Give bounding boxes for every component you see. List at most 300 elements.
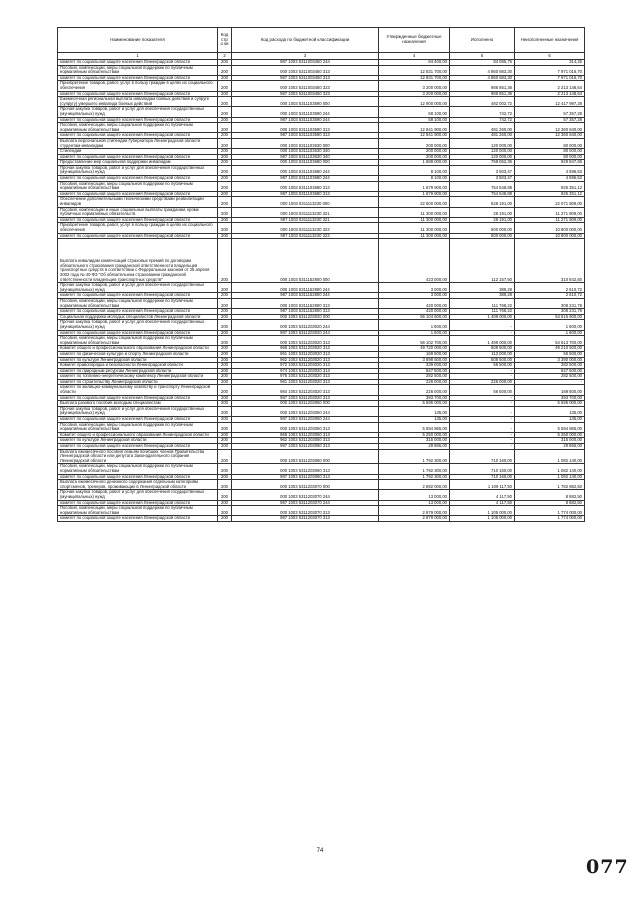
row-classification-cell: 000 1003 5311203070 244: [232, 490, 379, 500]
row-unexecuted-cell: 2 610,72: [515, 293, 585, 299]
row-classification-cell: 000 1003 5311103680 313: [232, 181, 379, 191]
row-unexecuted-cell: 12 417 997,28: [515, 97, 585, 107]
row-unexecuted-cell: 3 390 000,00: [515, 357, 585, 363]
row-code-cell: 200: [218, 395, 232, 401]
row-name-cell: комитет по природным ресурсам Ленинградской области: [58, 368, 218, 374]
row-approved-cell: 420 000,00: [379, 298, 450, 308]
table-row: [58, 233, 585, 239]
row-code-cell: 200: [218, 474, 232, 480]
row-name-cell: комитет по социальной защите населения Ленинградской области: [58, 117, 218, 123]
row-name-cell: комитет по социальной защите населения Ленинградской области: [58, 191, 218, 197]
row-classification-cell: 000 1003 5311203020 000: [232, 314, 379, 320]
table-row: [58, 97, 585, 107]
row-code-cell: 200: [218, 149, 232, 155]
row-executed-cell: 481 260,00: [450, 133, 515, 139]
row-approved-cell: 2 892 000,00: [379, 480, 450, 490]
table-row: [58, 107, 585, 117]
table-row: [58, 283, 585, 293]
table-row: [58, 123, 585, 133]
row-approved-cell: 1 600,00: [379, 330, 450, 336]
row-classification-cell: 987 1003 5311203060 313: [232, 474, 379, 480]
row-approved-cell: 12 831 700,00: [379, 75, 450, 81]
row-unexecuted-cell: 49 210 500,00: [515, 346, 585, 352]
row-classification-cell: 000 1003 5311103590 244: [232, 107, 379, 117]
row-code-cell: 200: [218, 346, 232, 352]
row-classification-cell: 000 1003 5311203020 244: [232, 320, 379, 330]
table-row: [58, 75, 585, 81]
row-unexecuted-cell: 57 357,28: [515, 107, 585, 117]
row-classification-cell: 000 1003 5311203020 313: [232, 336, 379, 346]
row-code-cell: 200: [218, 417, 232, 423]
row-unexecuted-cell: 5 594 865,00: [515, 422, 585, 432]
table-row: [58, 385, 585, 395]
row-code-cell: 200: [218, 336, 232, 346]
row-unexecuted-cell: 2 213 148,64: [515, 91, 585, 97]
row-code-cell: 200: [218, 464, 232, 474]
row-classification-cell: 987 1003 5311203050 244: [232, 417, 379, 423]
row-unexecuted-cell: 4 596,53: [515, 165, 585, 175]
row-executed-cell: -: [450, 422, 515, 432]
row-approved-cell: 226 000,00: [379, 379, 450, 385]
row-approved-cell: 420 000,00: [379, 309, 450, 315]
row-executed-cell: 742,72: [450, 107, 515, 117]
row-code-cell: 200: [218, 197, 232, 207]
row-code-cell: 200: [218, 357, 232, 363]
row-executed-cell: -: [450, 438, 515, 444]
row-unexecuted-cell: 10 800 000,00: [515, 223, 585, 233]
row-name-cell: Прочая закупка товаров, работ и услуг для обеспечения государственных (муниципальных) нужд: [58, 283, 218, 293]
row-approved-cell: 12 900 000,00: [379, 97, 450, 107]
row-code-cell: 200: [218, 374, 232, 380]
row-classification-cell: 000 1003 5311113230 323: [232, 223, 379, 233]
row-executed-cell: 4 860 683,30: [450, 75, 515, 81]
row-name-cell: Прочая закупка товаров, работ и услуг для обеспечения государственных (муниципальных) нужд: [58, 107, 218, 117]
row-unexecuted-cell: 1 082 140,00: [515, 464, 585, 474]
table-row: [58, 346, 585, 352]
row-code-cell: 200: [218, 293, 232, 299]
row-executed-cell: 28 191,00: [450, 217, 515, 223]
row-code-cell: 200: [218, 176, 232, 182]
row-code-cell: 200: [218, 406, 232, 416]
row-executed-cell: 986 851,36: [450, 91, 515, 97]
row-approved-cell: 135,00: [379, 417, 450, 423]
table-row: [58, 165, 585, 175]
row-classification-cell: 000 1003 5311152800 244: [232, 283, 379, 293]
table-row: [58, 464, 585, 474]
table-row: [58, 191, 585, 197]
row-approved-cell: 12 841 900,00: [379, 123, 450, 133]
row-name-cell: комитет по социальной защите населения Ленинградской области: [58, 176, 218, 182]
row-name-cell: комитет по социальной защите населения Ленинградской области: [58, 395, 218, 401]
row-approved-cell: 56 104 600,00: [379, 314, 450, 320]
row-code-cell: 200: [218, 432, 232, 438]
table-row: [58, 154, 585, 160]
row-name-cell: Выплата ежемесячного денежного содержания отдельным категориям спортсменов, тренеров, проживающих в Ленинградской области: [58, 480, 218, 490]
row-classification-cell: 000 1003 5311203070 313: [232, 506, 379, 516]
row-name-cell: Пособия, компенсации, меры социальной поддержки по публичным нормативным обязательствам: [58, 506, 218, 516]
row-code-cell: 200: [218, 438, 232, 444]
row-classification-cell: 000 1003 5311152800 313: [232, 298, 379, 308]
row-code-cell: 200: [218, 330, 232, 336]
row-unexecuted-cell: 80 000,00: [515, 138, 585, 148]
table-row: [58, 314, 585, 320]
row-code-cell: 200: [218, 516, 232, 522]
row-executed-cell: 113 000,00: [450, 351, 515, 357]
row-unexecuted-cell: 12 360 640,00: [515, 123, 585, 133]
row-approved-cell: 3 000,00: [379, 283, 450, 293]
row-unexecuted-cell: 56 500,00: [515, 351, 585, 357]
row-classification-cell: 981 1003 5311203020 313: [232, 379, 379, 385]
row-approved-cell: 58 100,00: [379, 117, 450, 123]
row-classification-cell: 984 1003 5311203020 313: [232, 385, 379, 395]
row-executed-cell: 120 000,00: [450, 149, 515, 155]
row-unexecuted-cell: 2 610,72: [515, 283, 585, 293]
row-code-cell: 200: [218, 97, 232, 107]
row-unexecuted-cell: 1 782 882,50: [515, 480, 585, 490]
row-executed-cell: -: [450, 330, 515, 336]
row-name-cell: Комитет общего и профессионального образования Ленинградской области: [58, 432, 218, 438]
table-row: [58, 379, 585, 385]
row-executed-cell: 509 500,00: [450, 346, 515, 352]
row-code-cell: 200: [218, 160, 232, 166]
row-code-cell: 200: [218, 314, 232, 320]
row-name-cell: комитет по социальной защите населения Ленинградской области: [58, 75, 218, 81]
row-approved-cell: 3 200 000,00: [379, 91, 450, 97]
row-executed-cell: 389,28: [450, 293, 515, 299]
table-row: [58, 181, 585, 191]
row-executed-cell: 4 860 683,30: [450, 65, 515, 75]
row-name-cell: комитет по социальной защите населения Ленинградской области: [58, 417, 218, 423]
row-code-cell: 200: [218, 480, 232, 490]
row-executed-cell: 986 851,36: [450, 81, 515, 91]
row-name-cell: Пособия, компенсации, меры социальной поддержки по публичным нормативным обязательствам: [58, 336, 218, 346]
row-approved-cell: 1 792 300,00: [379, 474, 450, 480]
row-unexecuted-cell: 57 357,28: [515, 117, 585, 123]
row-name-cell: Прочая закупка товаров, работ и услуг для обеспечения государственных (муниципальных) нужд: [58, 320, 218, 330]
row-classification-cell: 976 1003 5311203020 313: [232, 374, 379, 380]
table-row: [58, 176, 585, 182]
row-code-cell: 200: [218, 117, 232, 123]
row-classification-cell: 000 1003 5311113230 321: [232, 207, 379, 217]
row-approved-cell: 282 500,00: [379, 374, 450, 380]
row-unexecuted-cell: 925 351,12: [515, 181, 585, 191]
row-approved-cell: 1 688 000,00: [379, 160, 450, 166]
row-classification-cell: 000 1003 5311003450 323: [232, 81, 379, 91]
row-classification-cell: 987 1003 5311003450 244: [232, 60, 379, 66]
row-code-cell: 200: [218, 449, 232, 464]
table-row: [58, 336, 585, 346]
row-code-cell: 200: [218, 81, 232, 91]
row-approved-cell: 339 000,00: [379, 363, 450, 369]
row-classification-cell: 987 1003 5311203020 244: [232, 330, 379, 336]
table-row: [58, 490, 585, 500]
row-approved-cell: 1 792 300,00: [379, 464, 450, 474]
row-code-cell: 200: [218, 123, 232, 133]
table-row: [58, 207, 585, 217]
row-classification-cell: 961 1003 5311203020 313: [232, 351, 379, 357]
table-row: [58, 217, 585, 223]
row-name-cell: Пособия, компенсации, меры социальной поддержки по публичным нормативным обязательствам: [58, 464, 218, 474]
row-approved-cell: 2 879 000,00: [379, 506, 450, 516]
column-index: 1: [58, 53, 218, 60]
row-approved-cell: 49 720 000,00: [379, 346, 450, 352]
column-index: 5: [450, 53, 515, 60]
row-unexecuted-cell: 1 600,00: [515, 320, 585, 330]
row-name-cell: Пособия, компенсации, меры социальной поддержки по публичным нормативным обязательствам: [58, 298, 218, 308]
row-classification-cell: 000 1003 5311103630 340: [232, 149, 379, 155]
row-code-cell: 200: [218, 401, 232, 407]
header-executed: Исполнено: [450, 28, 515, 53]
row-executed-cell: -: [450, 368, 515, 374]
row-name-cell: Комитет общего и профессионального образования Ленинградской области: [58, 346, 218, 352]
row-unexecuted-cell: -: [515, 379, 585, 385]
row-classification-cell: 987 1003 5311113230 323: [232, 233, 379, 239]
row-classification-cell: 987 1003 5311152800 244: [232, 293, 379, 299]
row-code-cell: 200: [218, 138, 232, 148]
row-name-cell: Стипендии: [58, 149, 218, 155]
row-approved-cell: 5 250 000,00: [379, 432, 450, 438]
row-name-cell: Ежемесячная региональная выплата инвалидам боевых действий и супруге (супругу) умершего инвалида боевых действий: [58, 97, 218, 107]
row-unexecuted-cell: 847 500,00: [515, 368, 585, 374]
row-classification-cell: 972 1003 5311203020 313: [232, 363, 379, 369]
row-approved-cell: 393 700,00: [379, 395, 450, 401]
row-unexecuted-cell: 929 947,65: [515, 160, 585, 166]
row-executed-cell: 1 105 000,00: [450, 506, 515, 516]
row-code-cell: 200: [218, 422, 232, 432]
row-approved-cell: 56 102 700,00: [379, 336, 450, 346]
row-name-cell: Выплата разового пособия молодым специалистам: [58, 401, 218, 407]
column-index: 2: [218, 53, 232, 60]
row-name-cell: Прочая закупка товаров, работ и услуг для обеспечения государственных (муниципальных) нужд: [58, 490, 218, 500]
row-name-cell: комитет по культуре Ленинградской области: [58, 357, 218, 363]
table-row: [58, 309, 585, 315]
row-approved-cell: 29 865,00: [379, 444, 450, 450]
row-executed-cell: 742,72: [450, 117, 515, 123]
row-unexecuted-cell: 169 500,00: [515, 385, 585, 395]
row-name-cell: комитет по социальной защите населения Ленинградской области: [58, 444, 218, 450]
table-row: [58, 320, 585, 330]
table-row: [58, 160, 585, 166]
row-executed-cell: 120 000,00: [450, 154, 515, 160]
row-name-cell: Прочая закупка товаров, работ и услуг для обеспечения государственных (муниципальных) нужд: [58, 165, 218, 175]
row-approved-cell: 847 500,00: [379, 368, 450, 374]
row-code-cell: 200: [218, 154, 232, 160]
row-approved-cell: 423 000,00: [379, 239, 450, 283]
row-approved-cell: 3 000,00: [379, 293, 450, 299]
row-name-cell: комитет по социальной защите населения Ленинградской области: [58, 330, 218, 336]
row-approved-cell: 8 100,00: [379, 165, 450, 175]
row-executed-cell: 1 489 000,00: [450, 336, 515, 346]
row-classification-cell: 987 1003 5311203020 313: [232, 395, 379, 401]
row-code-cell: 200: [218, 165, 232, 175]
row-unexecuted-cell: 135,00: [515, 406, 585, 416]
row-unexecuted-cell: 12 360 640,00: [515, 133, 585, 139]
row-executed-cell: 500 000,00: [450, 223, 515, 233]
table-row: [58, 357, 585, 363]
row-code-cell: 200: [218, 298, 232, 308]
row-unexecuted-cell: 80 000,00: [515, 154, 585, 160]
row-classification-cell: 987 1003 5311003450 313: [232, 75, 379, 81]
row-executed-cell: -: [450, 374, 515, 380]
row-name-cell: комитет по социальной защите населения Ленинградской области: [58, 474, 218, 480]
row-classification-cell: 000 1003 5311103680 244: [232, 165, 379, 175]
row-unexecuted-cell: 308 231,78: [515, 298, 585, 308]
row-code-cell: 200: [218, 133, 232, 139]
row-code-cell: 200: [218, 368, 232, 374]
row-executed-cell: 754 548,88: [450, 181, 515, 191]
column-index: 3: [232, 53, 379, 60]
row-approved-cell: 3 898 500,00: [379, 357, 450, 363]
row-code-cell: 200: [218, 320, 232, 330]
page-number: 74: [316, 848, 324, 854]
row-classification-cell: 987 1003 5311203050 313: [232, 444, 379, 450]
row-classification-cell: 000 1003 5311203050 313: [232, 422, 379, 432]
row-classification-cell: 987 1003 5311113230 321: [232, 217, 379, 223]
row-unexecuted-cell: 315 000,00: [515, 438, 585, 444]
row-executed-cell: 1 109 117,50: [450, 480, 515, 490]
row-classification-cell: 000 1003 5311103590 000: [232, 97, 379, 107]
row-unexecuted-cell: 1 082 140,00: [515, 449, 585, 464]
table-row: [58, 223, 585, 233]
budget-execution-table: [57, 27, 585, 522]
table-row: [58, 363, 585, 369]
row-unexecuted-cell: 4 596,53: [515, 176, 585, 182]
row-name-cell: Предоставление мер социальной поддержки инвалидам: [58, 160, 218, 166]
row-approved-cell: 22 600 000,00: [379, 197, 450, 207]
row-code-cell: 200: [218, 107, 232, 117]
row-executed-cell: -: [450, 444, 515, 450]
row-code-cell: 200: [218, 223, 232, 233]
row-name-cell: Приобретение товаров, работ, услуг в пользу граждан в целях их социального обеспечения: [58, 223, 218, 233]
row-unexecuted-cell: 11 271 809,00: [515, 207, 585, 217]
row-name-cell: Приобретение товаров, работ, услуг в пользу граждан в целях их социального обеспечения: [58, 81, 218, 91]
row-name-cell: комитет по культуре Ленинградской области: [58, 438, 218, 444]
table-row: [58, 480, 585, 490]
row-unexecuted-cell: 1 774 000,00: [515, 516, 585, 522]
row-unexecuted-cell: 22 071 809,00: [515, 197, 585, 207]
table-row: [58, 197, 585, 207]
row-name-cell: Пособия, компенсации, меры социальной поддержки по публичным нормативным обязательствам: [58, 422, 218, 432]
table-row: [58, 449, 585, 464]
row-classification-cell: 987 1003 5311203070 244: [232, 500, 379, 506]
table-row: [58, 474, 585, 480]
row-classification-cell: 000 1003 5311113230 000: [232, 197, 379, 207]
row-executed-cell: -: [450, 395, 515, 401]
row-approved-cell: 135,00: [379, 406, 450, 416]
header-code: Код стро ки: [218, 28, 232, 53]
row-classification-cell: 987 1003 5311103630 340: [232, 154, 379, 160]
row-approved-cell: 11 300 000,00: [379, 207, 450, 217]
table-row: [58, 117, 585, 123]
row-executed-cell: 56 500,00: [450, 363, 515, 369]
row-approved-cell: 1 679 900,00: [379, 181, 450, 191]
row-code-cell: 200: [218, 309, 232, 315]
row-code-cell: 200: [218, 379, 232, 385]
row-executed-cell: 754 548,88: [450, 191, 515, 197]
row-name-cell: комитет по социальной защите населения Ленинградской области: [58, 60, 218, 66]
row-classification-cell: 000 1003 5311103680 000: [232, 160, 379, 166]
row-classification-cell: 987 1003 5311003450 323: [232, 91, 379, 97]
row-approved-cell: 315 000,00: [379, 438, 450, 444]
row-executed-cell: 482 002,72: [450, 97, 515, 107]
row-unexecuted-cell: 393 700,00: [515, 395, 585, 401]
row-classification-cell: 987 1003 5311203070 313: [232, 516, 379, 522]
table-row: [58, 298, 585, 308]
row-unexecuted-cell: 80 000,00: [515, 149, 585, 155]
row-name-cell: Социальная поддержка молодых специалистов Ленинградской области: [58, 314, 218, 320]
table-row: [58, 239, 585, 283]
row-executed-cell: 112 157,50: [450, 239, 515, 283]
column-index-row: [58, 53, 585, 60]
row-name-cell: Пособия, компенсации, меры социальной поддержки по публичным нормативным обязательствам: [58, 65, 218, 75]
row-classification-cell: 000 1003 5311152800 000: [232, 239, 379, 283]
row-classification-cell: 962 1003 5311203020 313: [232, 357, 379, 363]
page-stamp-number: 077: [586, 856, 629, 878]
row-executed-cell: 710 160,00: [450, 474, 515, 480]
row-approved-cell: 5 594 865,00: [379, 422, 450, 432]
row-name-cell: комитет по социальной защите населения Ленинградской области: [58, 293, 218, 299]
table-row: [58, 60, 585, 66]
row-unexecuted-cell: 5 595 000,00: [515, 401, 585, 407]
row-approved-cell: 8 100,00: [379, 176, 450, 182]
table-row: [58, 293, 585, 299]
row-approved-cell: 11 300 000,00: [379, 217, 450, 223]
row-approved-cell: 200 000,00: [379, 138, 450, 148]
row-name-cell: комитет по социальной защите населения Ленинградской области: [58, 133, 218, 139]
row-code-cell: 200: [218, 65, 232, 75]
row-approved-cell: 1 792 300,00: [379, 449, 450, 464]
row-unexecuted-cell: 54 615 600,00: [515, 314, 585, 320]
row-executed-cell: -: [450, 417, 515, 423]
row-approved-cell: 3 200 000,00: [379, 81, 450, 91]
row-unexecuted-cell: 925 351,12: [515, 191, 585, 197]
row-name-cell: комитет по физической культуре и спорту Ленинградской области: [58, 351, 218, 357]
row-classification-cell: 000 1003 5311103590 313: [232, 123, 379, 133]
row-code-cell: 200: [218, 363, 232, 369]
row-name-cell: Пособия, компенсации, меры социальной поддержки по публичным нормативным обязательствам: [58, 123, 218, 133]
row-name-cell: комитет по социальной защите населения Ленинградской области: [58, 217, 218, 223]
row-classification-cell: 000 1003 5311103630 000: [232, 138, 379, 148]
row-classification-cell: 000 1003 5311203060 313: [232, 464, 379, 474]
row-classification-cell: 962 1003 5311203050 313: [232, 438, 379, 444]
row-executed-cell: 28 191,00: [450, 207, 515, 217]
row-classification-cell: 000 1003 5311203050 000: [232, 401, 379, 407]
row-classification-cell: 987 1003 5311103590 313: [232, 133, 379, 139]
row-classification-cell: 966 1003 5311203020 313: [232, 346, 379, 352]
row-classification-cell: 000 1003 5311203070 000: [232, 480, 379, 490]
row-unexecuted-cell: 2 213 148,64: [515, 81, 585, 91]
row-classification-cell: 974 1003 5311203020 313: [232, 368, 379, 374]
row-classification-cell: 987 1003 5311103590 244: [232, 117, 379, 123]
row-executed-cell: 500 000,00: [450, 233, 515, 239]
row-classification-cell: 987 1003 5311103680 244: [232, 176, 379, 182]
row-code-cell: 200: [218, 217, 232, 223]
row-approved-cell: 11 300 000,00: [379, 233, 450, 239]
row-classification-cell: 987 1003 5311103680 313: [232, 191, 379, 197]
row-executed-cell: 481 260,00: [450, 123, 515, 133]
row-executed-cell: -: [450, 432, 515, 438]
table-row: [58, 138, 585, 148]
row-executed-cell: 111 768,22: [450, 309, 515, 315]
row-executed-cell: 528 191,00: [450, 197, 515, 207]
row-code-cell: 200: [218, 75, 232, 81]
row-name-cell: комитет по топливно-энергетическому комплексу Ленинградской области: [58, 374, 218, 380]
row-classification-cell: 000 1003 5311203050 244: [232, 406, 379, 416]
row-unexecuted-cell: 1 082 140,00: [515, 474, 585, 480]
table-row: [58, 351, 585, 357]
row-executed-cell: 508 500,00: [450, 357, 515, 363]
row-approved-cell: 169 500,00: [379, 351, 450, 357]
